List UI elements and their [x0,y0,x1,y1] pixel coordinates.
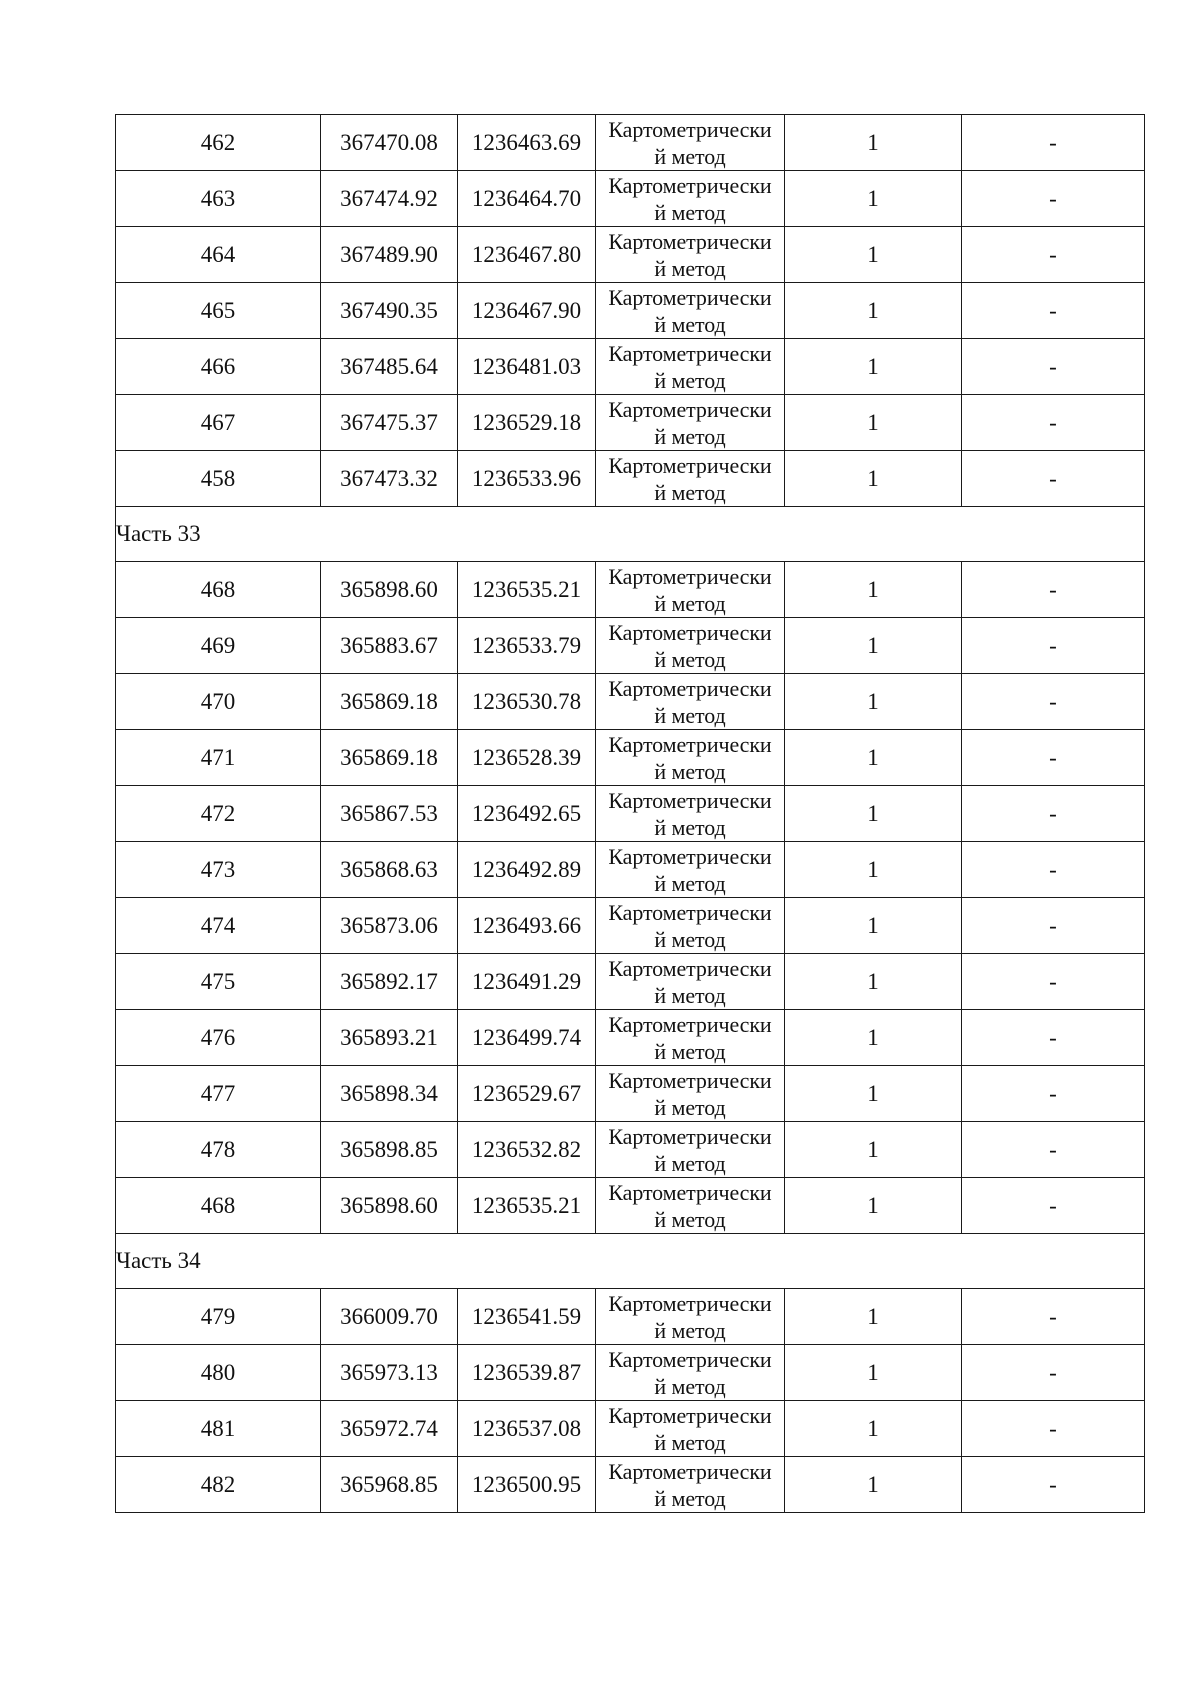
method-line-2: й метод [654,1207,726,1232]
table-row [116,1289,1145,1345]
part-label: Часть 33 [116,507,1145,562]
method-line-1: Картометрически [608,732,772,757]
accuracy-cell: 1 [785,171,962,227]
x-coordinate-cell: 367470.08 [321,115,458,171]
point-number-cell: 477 [116,1066,321,1122]
note-cell: - [962,1345,1145,1401]
method-cell [596,1066,785,1122]
method-cell [596,395,785,451]
method-cell [596,451,785,507]
method-line-2: й метод [654,703,726,728]
x-coordinate-cell: 365968.85 [321,1457,458,1513]
method-line-2: й метод [654,368,726,393]
y-coordinate-cell: 1236541.59 [458,1289,596,1345]
method-line-2: й метод [654,480,726,505]
method-line-2: й метод [654,1318,726,1343]
x-coordinate-cell: 365898.60 [321,562,458,618]
table-row [116,674,1145,730]
coordinates-table-body [116,115,1145,1513]
table-row [116,395,1145,451]
method-line-1: Картометрически [608,1180,772,1205]
method-line-1: Картометрически [608,1347,772,1372]
method-line-1: Картометрически [608,1124,772,1149]
method-cell [596,115,785,171]
method-cell [596,171,785,227]
note-cell: - [962,618,1145,674]
method-cell [596,1401,785,1457]
method-line-1: Картометрически [608,285,772,310]
accuracy-cell: 1 [785,730,962,786]
note-cell: - [962,1066,1145,1122]
note-cell: - [962,1178,1145,1234]
y-coordinate-cell: 1236535.21 [458,562,596,618]
x-coordinate-cell: 367475.37 [321,395,458,451]
method-line-1: Картометрически [608,1403,772,1428]
y-coordinate-cell: 1236529.18 [458,395,596,451]
method-cell [596,730,785,786]
point-number-cell: 478 [116,1122,321,1178]
y-coordinate-cell: 1236463.69 [458,115,596,171]
method-line-2: й метод [654,591,726,616]
note-cell: - [962,115,1145,171]
table-row [116,171,1145,227]
accuracy-cell: 1 [785,1401,962,1457]
point-number-cell: 464 [116,227,321,283]
method-line-2: й метод [654,256,726,281]
point-number-cell: 482 [116,1457,321,1513]
method-cell [596,1289,785,1345]
accuracy-cell: 1 [785,1345,962,1401]
point-number-cell: 479 [116,1289,321,1345]
y-coordinate-cell: 1236467.80 [458,227,596,283]
method-cell [596,898,785,954]
point-number-cell: 481 [116,1401,321,1457]
point-number-cell: 462 [116,115,321,171]
point-number-cell: 473 [116,842,321,898]
note-cell: - [962,1289,1145,1345]
method-cell [596,227,785,283]
note-cell: - [962,954,1145,1010]
table-row [116,1345,1145,1401]
note-cell: - [962,562,1145,618]
note-cell: - [962,898,1145,954]
x-coordinate-cell: 365893.21 [321,1010,458,1066]
method-line-2: й метод [654,1430,726,1455]
accuracy-cell: 1 [785,339,962,395]
accuracy-cell: 1 [785,283,962,339]
table-row [116,898,1145,954]
accuracy-cell: 1 [785,115,962,171]
method-cell [596,618,785,674]
accuracy-cell: 1 [785,674,962,730]
y-coordinate-cell: 1236464.70 [458,171,596,227]
method-line-1: Картометрически [608,397,772,422]
method-cell [596,954,785,1010]
table-row [116,451,1145,507]
method-line-1: Картометрически [608,564,772,589]
y-coordinate-cell: 1236537.08 [458,1401,596,1457]
method-cell [596,339,785,395]
method-line-1: Картометрически [608,453,772,478]
point-number-cell: 465 [116,283,321,339]
method-cell [596,842,785,898]
x-coordinate-cell: 365898.85 [321,1122,458,1178]
method-cell [596,1457,785,1513]
method-line-1: Картометрически [608,620,772,645]
table-row [116,1457,1145,1513]
method-line-1: Картометрически [608,1459,772,1484]
accuracy-cell: 1 [785,786,962,842]
y-coordinate-cell: 1236491.29 [458,954,596,1010]
table-row [116,1122,1145,1178]
x-coordinate-cell: 367474.92 [321,171,458,227]
note-cell: - [962,1457,1145,1513]
y-coordinate-cell: 1236499.74 [458,1010,596,1066]
method-cell [596,1345,785,1401]
table-row [116,618,1145,674]
method-line-2: й метод [654,144,726,169]
x-coordinate-cell: 365892.17 [321,954,458,1010]
method-line-1: Картометрически [608,1068,772,1093]
method-cell [596,786,785,842]
y-coordinate-cell: 1236481.03 [458,339,596,395]
x-coordinate-cell: 365973.13 [321,1345,458,1401]
table-row [116,339,1145,395]
method-line-1: Картометрически [608,788,772,813]
method-line-2: й метод [654,983,726,1008]
accuracy-cell: 1 [785,842,962,898]
accuracy-cell: 1 [785,395,962,451]
note-cell: - [962,730,1145,786]
accuracy-cell: 1 [785,562,962,618]
y-coordinate-cell: 1236528.39 [458,730,596,786]
table-row [116,954,1145,1010]
x-coordinate-cell: 365869.18 [321,674,458,730]
method-line-2: й метод [654,815,726,840]
method-line-1: Картометрически [608,1012,772,1037]
part-header-row [116,507,1145,562]
method-cell [596,283,785,339]
method-line-2: й метод [654,1039,726,1064]
method-cell [596,1122,785,1178]
table-row [116,786,1145,842]
table-row [116,1010,1145,1066]
point-number-cell: 458 [116,451,321,507]
document-page [115,114,1144,1513]
table-row [116,1401,1145,1457]
method-line-2: й метод [654,871,726,896]
method-line-1: Картометрически [608,844,772,869]
table-row [116,842,1145,898]
method-cell [596,562,785,618]
table-row [116,283,1145,339]
accuracy-cell: 1 [785,1457,962,1513]
point-number-cell: 468 [116,1178,321,1234]
accuracy-cell: 1 [785,1122,962,1178]
y-coordinate-cell: 1236535.21 [458,1178,596,1234]
y-coordinate-cell: 1236467.90 [458,283,596,339]
method-line-1: Картометрически [608,341,772,366]
x-coordinate-cell: 365972.74 [321,1401,458,1457]
y-coordinate-cell: 1236533.96 [458,451,596,507]
method-line-1: Картометрически [608,956,772,981]
coordinates-table [115,114,1145,1513]
y-coordinate-cell: 1236492.89 [458,842,596,898]
x-coordinate-cell: 365867.53 [321,786,458,842]
point-number-cell: 467 [116,395,321,451]
note-cell: - [962,451,1145,507]
note-cell: - [962,1401,1145,1457]
accuracy-cell: 1 [785,451,962,507]
method-line-1: Картометрически [608,117,772,142]
method-line-2: й метод [654,1151,726,1176]
note-cell: - [962,786,1145,842]
x-coordinate-cell: 367473.32 [321,451,458,507]
method-line-2: й метод [654,1486,726,1511]
method-line-1: Картометрически [608,1291,772,1316]
point-number-cell: 471 [116,730,321,786]
note-cell: - [962,227,1145,283]
method-line-2: й метод [654,647,726,672]
table-row [116,227,1145,283]
accuracy-cell: 1 [785,954,962,1010]
note-cell: - [962,395,1145,451]
accuracy-cell: 1 [785,1010,962,1066]
y-coordinate-cell: 1236529.67 [458,1066,596,1122]
point-number-cell: 468 [116,562,321,618]
method-line-2: й метод [654,927,726,952]
point-number-cell: 466 [116,339,321,395]
x-coordinate-cell: 365883.67 [321,618,458,674]
point-number-cell: 472 [116,786,321,842]
method-cell [596,674,785,730]
y-coordinate-cell: 1236492.65 [458,786,596,842]
method-cell [596,1010,785,1066]
method-cell [596,1178,785,1234]
method-line-1: Картометрически [608,229,772,254]
x-coordinate-cell: 365898.34 [321,1066,458,1122]
point-number-cell: 475 [116,954,321,1010]
table-row [116,562,1145,618]
method-line-1: Картометрически [608,173,772,198]
part-header-row [116,1234,1145,1289]
table-row [116,1178,1145,1234]
x-coordinate-cell: 365868.63 [321,842,458,898]
x-coordinate-cell: 366009.70 [321,1289,458,1345]
point-number-cell: 469 [116,618,321,674]
y-coordinate-cell: 1236533.79 [458,618,596,674]
note-cell: - [962,842,1145,898]
y-coordinate-cell: 1236539.87 [458,1345,596,1401]
accuracy-cell: 1 [785,1289,962,1345]
method-line-2: й метод [654,759,726,784]
x-coordinate-cell: 365898.60 [321,1178,458,1234]
x-coordinate-cell: 367489.90 [321,227,458,283]
x-coordinate-cell: 367490.35 [321,283,458,339]
method-line-2: й метод [654,1095,726,1120]
y-coordinate-cell: 1236530.78 [458,674,596,730]
method-line-2: й метод [654,424,726,449]
y-coordinate-cell: 1236532.82 [458,1122,596,1178]
method-line-1: Картометрически [608,900,772,925]
accuracy-cell: 1 [785,1178,962,1234]
note-cell: - [962,1010,1145,1066]
note-cell: - [962,339,1145,395]
table-row [116,115,1145,171]
part-label: Часть 34 [116,1234,1145,1289]
method-line-2: й метод [654,200,726,225]
x-coordinate-cell: 365869.18 [321,730,458,786]
accuracy-cell: 1 [785,227,962,283]
point-number-cell: 474 [116,898,321,954]
accuracy-cell: 1 [785,898,962,954]
table-row [116,730,1145,786]
point-number-cell: 470 [116,674,321,730]
note-cell: - [962,283,1145,339]
point-number-cell: 463 [116,171,321,227]
x-coordinate-cell: 365873.06 [321,898,458,954]
note-cell: - [962,171,1145,227]
point-number-cell: 476 [116,1010,321,1066]
accuracy-cell: 1 [785,618,962,674]
method-line-1: Картометрически [608,676,772,701]
point-number-cell: 480 [116,1345,321,1401]
method-line-2: й метод [654,312,726,337]
table-row [116,1066,1145,1122]
accuracy-cell: 1 [785,1066,962,1122]
note-cell: - [962,1122,1145,1178]
y-coordinate-cell: 1236500.95 [458,1457,596,1513]
y-coordinate-cell: 1236493.66 [458,898,596,954]
x-coordinate-cell: 367485.64 [321,339,458,395]
method-line-2: й метод [654,1374,726,1399]
note-cell: - [962,674,1145,730]
